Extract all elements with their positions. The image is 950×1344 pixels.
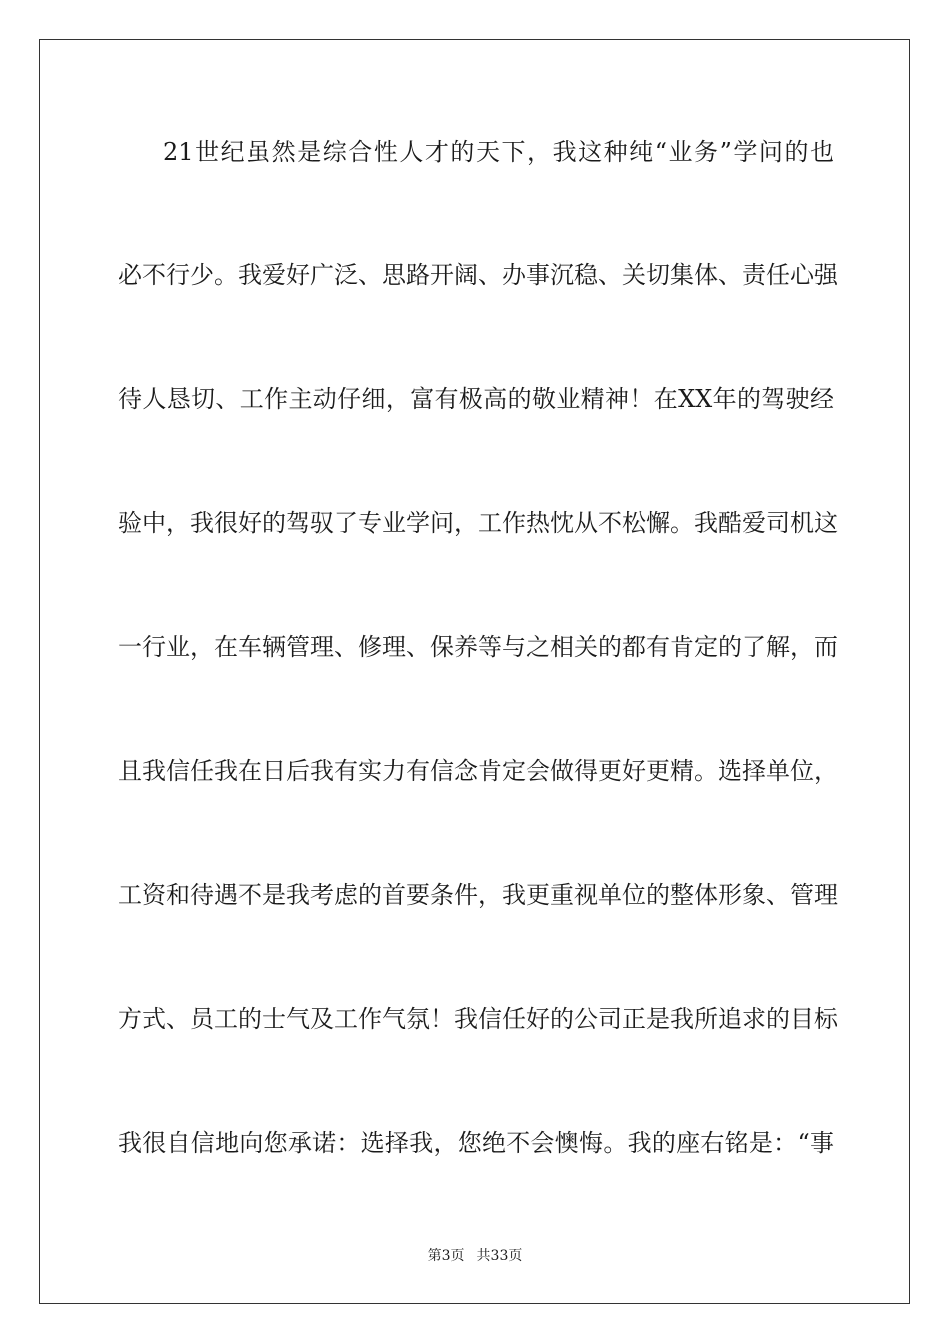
paragraph-line: 方式、员工的士气及工作气氛！我信任好的公司正是我所追求的目标 (118, 1005, 838, 1033)
paragraph-line: 一行业，在车辆管理、修理、保养等与之相关的都有肯定的了解，而 (118, 633, 838, 661)
page-total: 共33页 (476, 1248, 523, 1264)
paragraph-line: 21世纪虽然是综合性人才的天下，我这种纯“业务”学问的也 (163, 138, 834, 166)
page-number: 第3页 (427, 1248, 465, 1264)
paragraph-line: 且我信任我在日后我有实力有信念肯定会做得更好更精。选择单位， (118, 757, 838, 785)
paragraph-line: 验中，我很好的驾驭了专业学问，工作热忱从不松懈。我酷爱司机这 (118, 509, 838, 537)
paragraph-line: 我很自信地向您承诺：选择我，您绝不会懊悔。我的座右铭是：“事 (118, 1129, 834, 1157)
paragraph-line: 待人恳切、工作主动仔细，富有极高的敬业精神！在XX年的驾驶经 (118, 385, 834, 413)
paragraph-line: 工资和待遇不是我考虑的首要条件，我更重视单位的整体形象、管理 (118, 881, 838, 909)
paragraph-line: 必不行少。我爱好广泛、思路开阔、办事沉稳、关切集体、责任心强 (118, 261, 838, 289)
page-footer (0, 1246, 950, 1266)
page-border (39, 39, 910, 1304)
